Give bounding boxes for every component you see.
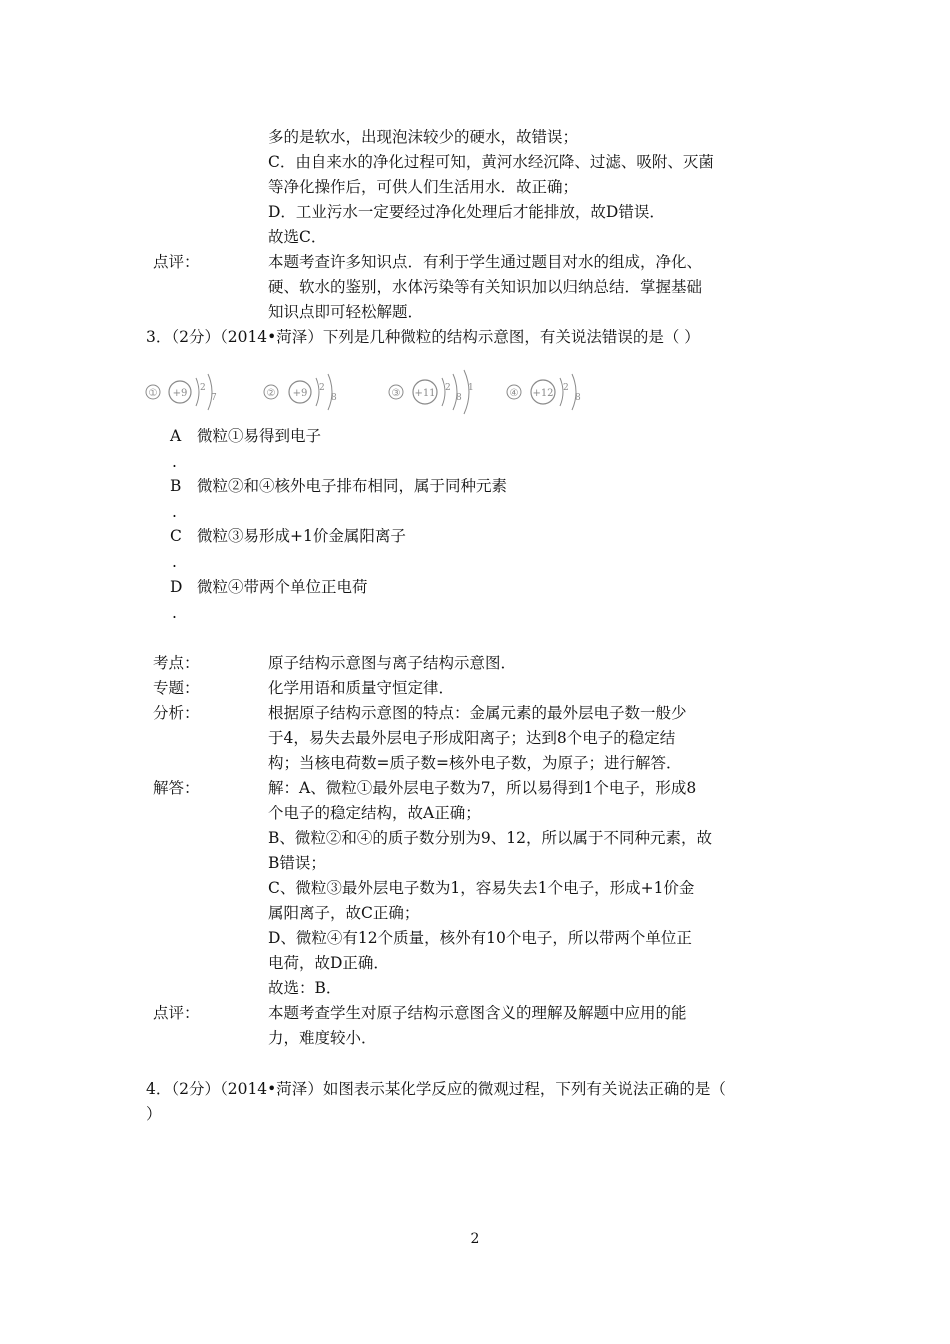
fenxi-line-3: 构；当核电荷数=质子数=核外电子数，为原子；进行解答． — [268, 754, 682, 772]
prev-comment-line-3: 知识点即可轻松解题． — [268, 303, 424, 321]
option-c-text: 微粒③易形成+1价金属阳离子 — [197, 527, 406, 545]
kaodian-text: 原子结构示意图与离子结构示意图． — [268, 654, 517, 672]
zhuanti-text: 化学用语和质量守恒定律． — [268, 679, 455, 697]
particle-4-nucleus: +12 — [532, 388, 554, 399]
option-a-letter: A — [170, 427, 182, 445]
zhuanti-label: 专题： — [153, 679, 200, 697]
jieda-line-2: 个电子的稳定结构，故A正确； — [268, 804, 481, 822]
jieda-line-6: 属阳离子，故C正确； — [268, 904, 420, 922]
prev-analysis-line-3: 等净化操作后，可供人们生活用水．故正确； — [268, 178, 579, 196]
jieda-line-8: 电荷，故D正确． — [268, 954, 389, 972]
jieda-line-5: C、微粒③最外层电子数为1，容易失去1个电子，形成+1价金 — [268, 879, 695, 897]
option-b-letter: B — [170, 477, 182, 495]
dianping-line-2: 力，难度较小． — [268, 1029, 377, 1047]
particle-4-shell-1: 2 — [563, 383, 569, 393]
prev-analysis-line-5: 故选C． — [268, 228, 327, 246]
particle-2-nucleus: +9 — [292, 388, 308, 399]
prev-comment-label: 点评： — [153, 253, 200, 271]
particle-3-shell-2: 8 — [456, 393, 462, 403]
prev-analysis-line-1: 多的是软水，出现泡沫较少的硬水，故错误； — [268, 128, 579, 146]
jieda-line-3: B、微粒②和④的质子数分别为9、12，所以属于不同种元素，故 — [268, 829, 712, 847]
particle-3-nucleus: +11 — [414, 388, 436, 399]
dianping-label: 点评： — [153, 1004, 200, 1022]
particle-2-diagram — [264, 374, 337, 410]
prev-comment-line-2: 硬、软水的鉴别，水体污染等有关知识加以归纳总结．掌握基础 — [268, 278, 703, 296]
q3-stem: 3．（2分）（2014•菏泽）下列是几种微粒的结构示意图，有关说法错误的是（ ） — [146, 328, 700, 346]
particle-1-diagram — [146, 374, 217, 410]
particle-3-shell-3: 1 — [468, 383, 474, 393]
kaodian-label: 考点： — [153, 654, 200, 672]
fenxi-line-1: 根据原子结构示意图的特点：金属元素的最外层电子数一般少 — [268, 704, 687, 722]
particle-1-shell-1: 2 — [200, 383, 206, 393]
particle-3-diagram — [389, 370, 474, 414]
particle-1-nucleus: +9 — [172, 388, 188, 399]
prev-analysis-line-2: C．由自来水的净化过程可知，黄河水经沉降、过滤、吸附、灭菌 — [268, 153, 714, 171]
particle-4-diagram — [507, 374, 581, 410]
dianping-line-1: 本题考查学生对原子结构示意图含义的理解及解题中应用的能 — [268, 1004, 687, 1022]
option-d-letter: D — [170, 578, 183, 596]
q3-particle-structure-figure — [140, 366, 600, 418]
particle-3-shell-1: 2 — [445, 383, 451, 393]
particle-4-label: ④ — [509, 388, 519, 399]
prev-comment-line-1: 本题考查许多知识点．有利于学生通过题目对水的组成，净化、 — [268, 253, 703, 271]
particle-3-label: ③ — [391, 388, 401, 399]
particle-1-label: ① — [148, 388, 158, 399]
jieda-line-4: B错误； — [268, 854, 326, 872]
prev-analysis-line-4: D．工业污水一定要经过净化处理后才能排放，故D错误． — [268, 203, 665, 221]
particle-2-shell-2: 8 — [331, 393, 337, 403]
jieda-label: 解答： — [153, 779, 200, 797]
particle-4-shell-2: 8 — [575, 393, 581, 403]
particle-2-shell-1: 2 — [319, 383, 325, 393]
option-d-text: 微粒④带两个单位正电荷 — [197, 578, 368, 596]
particle-1-shell-2: 7 — [211, 393, 217, 403]
option-a-dot: . — [172, 453, 177, 471]
option-b-dot: . — [172, 503, 177, 521]
option-b-text: 微粒②和④核外电子排布相同，属于同种元素 — [197, 477, 508, 495]
jieda-line-1: 解：A、微粒①最外层电子数为7，所以易得到1个电子，形成8 — [268, 779, 697, 797]
option-c-letter: C — [170, 527, 182, 545]
page-number: 2 — [470, 1231, 480, 1247]
q4-stem-line-2: ） — [146, 1105, 162, 1123]
option-a-text: 微粒①易得到电子 — [197, 427, 322, 445]
jieda-line-7: D、微粒④有12个质量，核外有10个电子，所以带两个单位正 — [268, 929, 692, 947]
q4-stem-line-1: 4．（2分）（2014•菏泽）如图表示某化学反应的微观过程，下列有关说法正确的是（ — [146, 1080, 726, 1098]
fenxi-label: 分析： — [153, 704, 200, 722]
jieda-line-9: 故选：B． — [268, 979, 342, 997]
particle-2-label: ② — [266, 388, 276, 399]
fenxi-line-2: 于4，易失去最外层电子形成阳离子；达到8个电子的稳定结 — [268, 729, 676, 747]
option-c-dot: . — [172, 553, 177, 571]
option-d-dot: . — [172, 604, 177, 622]
